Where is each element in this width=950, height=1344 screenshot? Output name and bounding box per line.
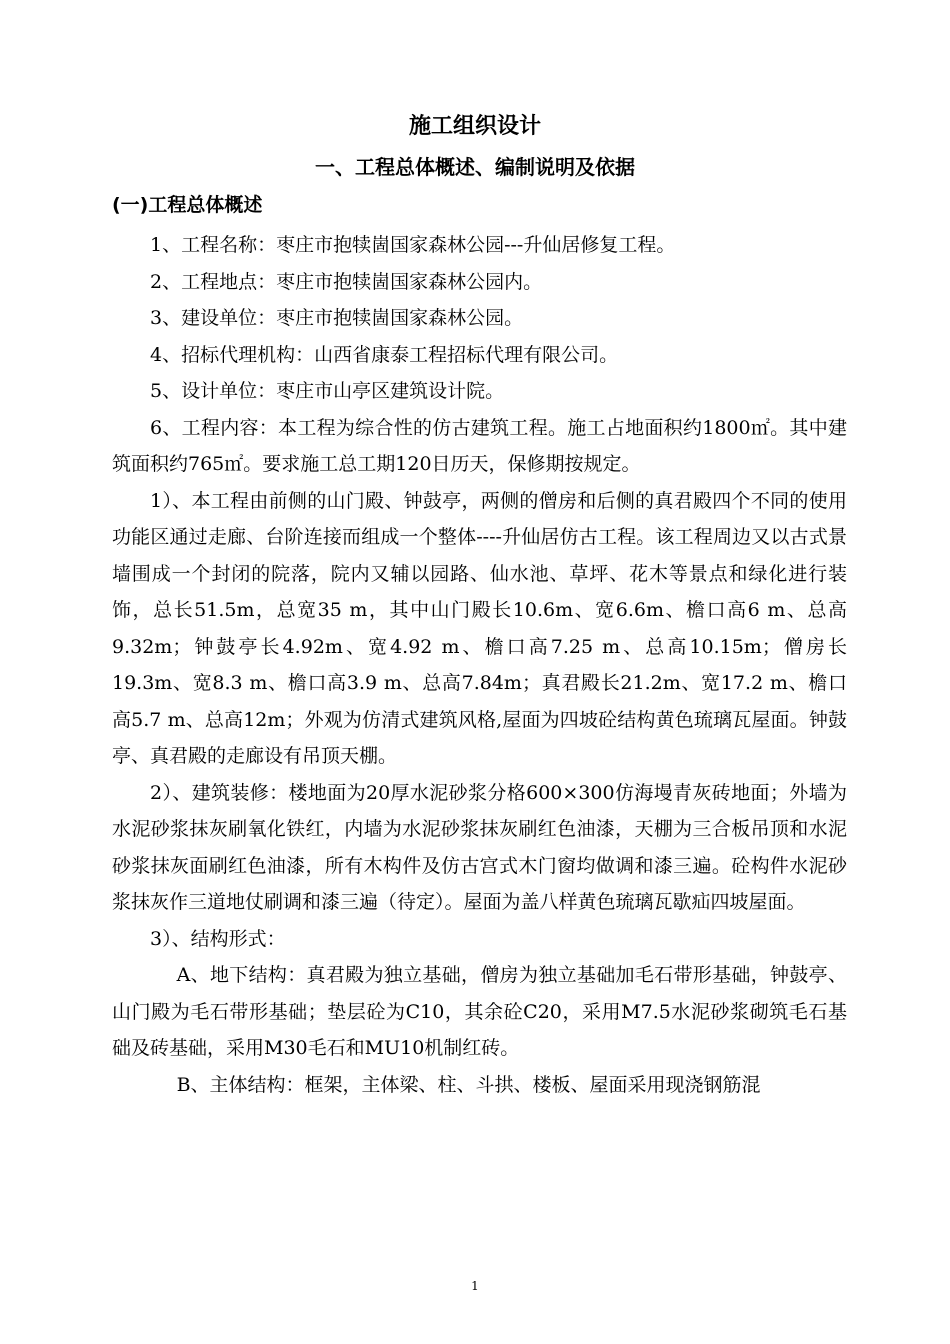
body-text <box>112 227 847 1103</box>
paragraph-project-content: 6、工程内容：本工程为综合性的仿古建筑工程。施工占地面积约1800㎡。其中建筑面积约765㎡。要求施工总工期120日历天，保修期按规定。 <box>112 416 847 475</box>
paragraph-tender-agency: 4、招标代理机构：山西省康泰工程招标代理有限公司。 <box>150 343 619 366</box>
paragraph-main-structure: B、主体结构：框架，主体梁、柱、斗拱、楼板、屋面采用现浇钢筋混 <box>176 1073 761 1096</box>
section-heading: 一、工程总体概述、编制说明及依据 <box>315 155 635 179</box>
paragraph-owner: 3、建设单位：枣庄市抱犊崮国家森林公园。 <box>150 307 524 329</box>
paragraph-decoration: 2）、建筑装修：楼地面为20厚水泥砂浆分格600×300仿海墁青灰砖地面；外墙为水泥砂浆抹灰刷氧化铁红，内墙为水泥砂浆抹灰刷红色油漆，天棚为三合板吊顶和水泥砂浆抹灰面刷红色油漆，所有木构件及仿古宫式木门窗均做调和漆三遍。砼构件水泥砂浆抹灰作三道地仗刷调和漆三遍（待定）。屋面为盖八样黄色琉璃瓦歇疝四坡屋面。 <box>112 781 847 913</box>
paragraph-design-unit: 5、设计单位：枣庄市山亭区建筑设计院。 <box>150 380 505 402</box>
paragraph-project-name: 1、工程名称：枣庄市抱犊崮国家森林公园---升仙居修复工程。 <box>150 234 676 256</box>
document-title: 施工组织设计 <box>408 114 541 139</box>
sub-heading: (一)工程总体概述 <box>112 194 263 216</box>
page-number: 1 <box>471 1279 479 1293</box>
paragraph-layout: 1）、本工程由前侧的山门殿、钟鼓亭，两侧的僧房和后侧的真君殿四个不同的使用功能区通过走廊、台阶连接而组成一个整体----升仙居仿古工程。该工程周边又以古式景墙围成一个封闭的院落，院内又辅以园路、仙水池、草坪、花木等景点和绿化进行装饰，总长51.5m，总宽35 m，其中山门殿长10.6m、宽6.6m、檐口高6 m、总高9.32m；钟鼓亭长4.92m、宽4.92 m、檐口高7.25 m、总高10.15m；僧房长19.3m、宽8.3 m、檐口高3.9 m、总高7.84m；真君殿长21.2m、宽17.2 m、檐口高5.7 m、总高12m；外观为仿清式建筑风格,屋面为四坡砼结构黄色琉璃瓦屋面。钟鼓亭、真君殿的走廊设有吊顶天棚。 <box>112 489 847 767</box>
paragraph-project-location: 2、工程地点：枣庄市抱犊崮国家森林公园内。 <box>150 270 543 293</box>
paragraph-structure-form: 3）、结构形式： <box>150 927 286 950</box>
paragraph-underground-structure: A、地下结构：真君殿为独立基础，僧房为独立基础加毛石带形基础，钟鼓亭、山门殿为毛石带形基础；垫层砼为C10，其余砼C20，采用M7.5水泥砂浆砌筑毛石基础及砖基础，采用M30毛石和MU10机制红砖。 <box>112 964 847 1059</box>
